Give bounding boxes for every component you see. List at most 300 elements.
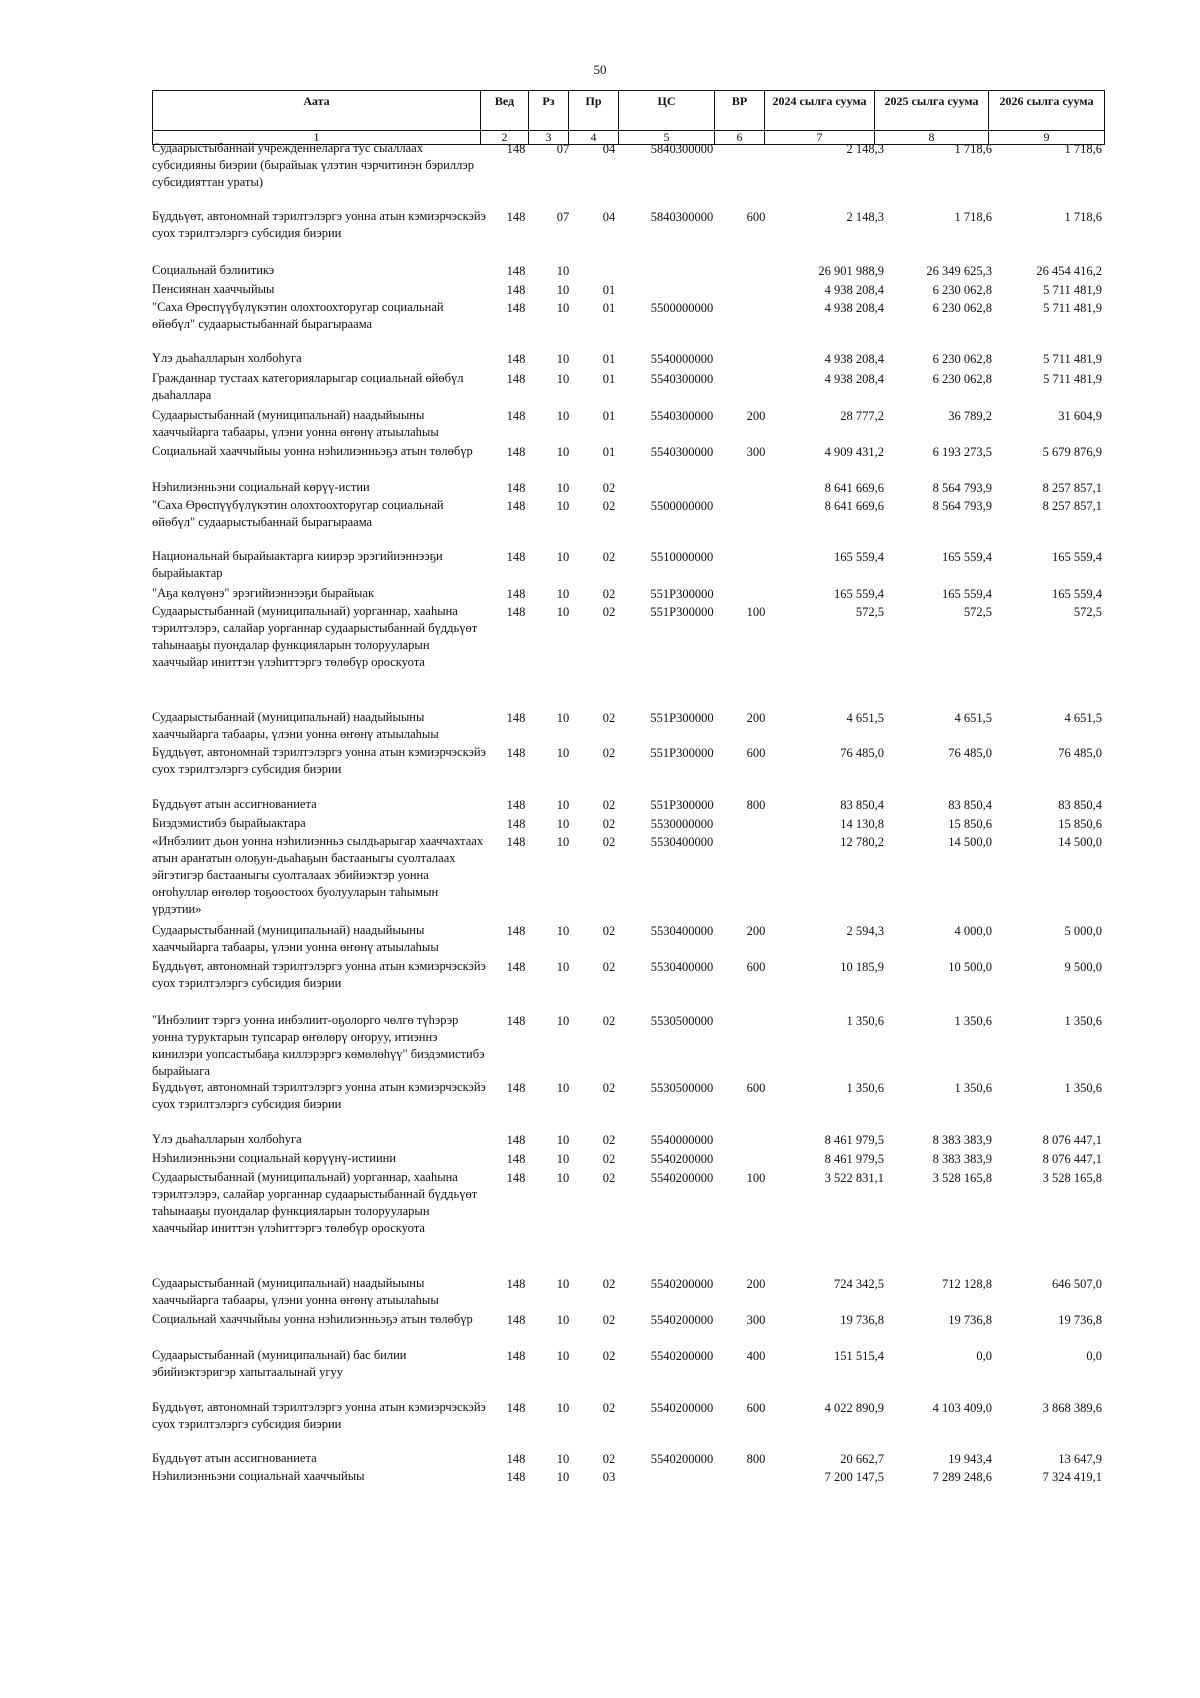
row-pr: 02 (602, 587, 616, 601)
row-pr: 02 (602, 481, 616, 495)
row-name: Национальнай бырайыактарга киирэр эрэгийиэннээҕи бырайыактар (152, 549, 443, 580)
row-ved: 148 (506, 301, 526, 315)
row-amount-2026: 1 718,6 (1064, 142, 1102, 156)
table-row (152, 603, 1104, 671)
row-amount-2025: 4 651,5 (954, 711, 992, 725)
row-name: Судаарыстыбаннай учрежденнеларга тус сыаллаах субсидияны биэрии (бырайыак үлэтин чэрчитинэн бэриллэр субсидияттан ураты) (152, 141, 474, 189)
row-ved: 148 (506, 587, 526, 601)
row-rz: 10 (556, 1277, 570, 1291)
row-pr: 01 (602, 372, 616, 386)
row-amount-2026: 5 711 481,9 (1043, 301, 1102, 315)
table-row (152, 1131, 1104, 1149)
table-row (152, 1169, 1104, 1237)
row-amount-2024: 165 559,4 (834, 550, 884, 564)
row-vr (730, 815, 782, 833)
row-ved: 148 (506, 605, 526, 619)
row-vr: 600 (746, 210, 766, 224)
row-pr: 02 (602, 798, 616, 812)
row-name: Судаарыстыбаннай (муниципальнай) наадыйыыны хааччыйарга табаары, үлэни уонна өҥөнү атыылаһыы (152, 408, 439, 439)
row-amount-2024: 28 777,2 (840, 409, 884, 423)
row-rz: 10 (556, 352, 570, 366)
row-ved: 148 (506, 1277, 526, 1291)
row-vr: 200 (746, 924, 766, 938)
row-name: Үлэ дьаһалларын холбоһуга (152, 1132, 302, 1146)
row-rz: 10 (556, 283, 570, 297)
row-pr: 02 (602, 1081, 616, 1095)
row-vr: 600 (746, 960, 766, 974)
row-cs: 551P300000 (650, 711, 714, 725)
row-name: Бүддьүөт атын ассигнованиета (152, 1451, 317, 1465)
row-amount-2026: 9 500,0 (1064, 960, 1102, 974)
table-row (152, 922, 1104, 956)
row-vr: 200 (746, 409, 766, 423)
row-name: Судаарыстыбаннай (муниципальнай) наадыйыыны хааччыйарга табаары, үлэни уонна өҥөнү атыылаһыы (152, 923, 439, 954)
row-ved: 148 (506, 283, 526, 297)
row-pr: 02 (602, 1313, 616, 1327)
row-cs: 5540200000 (650, 1152, 714, 1166)
row-vr (730, 497, 782, 531)
row-cs (634, 262, 730, 280)
row-ved: 148 (506, 1081, 526, 1095)
row-rz: 10 (556, 264, 570, 278)
row-ved: 148 (506, 142, 526, 156)
row-amount-2025: 10 500,0 (948, 960, 992, 974)
row-rz: 10 (556, 1349, 570, 1363)
row-ved: 148 (506, 711, 526, 725)
row-amount-2025: 6 230 062,8 (932, 352, 992, 366)
row-pr: 02 (602, 924, 616, 938)
row-rz: 10 (556, 1152, 570, 1166)
column-header-pr: Пр (569, 91, 619, 131)
row-name: Судаарыстыбаннай (муниципальнай) бас билии эбийиэктэригэр хапытаалынай угуу (152, 1348, 407, 1379)
column-header-2024: 2024 сылга суума (765, 91, 875, 131)
row-cs: 5840300000 (650, 210, 714, 224)
row-amount-2026: 15 850,6 (1058, 817, 1102, 831)
column-header-rz: Рз (529, 91, 569, 131)
row-vr (730, 585, 782, 603)
row-rz: 10 (556, 924, 570, 938)
table-row (152, 796, 1104, 814)
row-vr (730, 140, 782, 191)
row-amount-2024: 724 342,5 (834, 1277, 884, 1291)
row-name: "Саха Өрөспүүбүлүкэтин олохтоохторугар социальнай өйөбүл" судаарыстыбаннай бырагыраама (152, 498, 444, 529)
row-amount-2026: 5 711 481,9 (1043, 352, 1102, 366)
row-pr: 02 (602, 835, 616, 849)
row-ved: 148 (506, 264, 526, 278)
row-cs: 5840300000 (650, 142, 714, 156)
table-row (152, 1079, 1104, 1113)
row-name: Бүддьүөт, автономнай тэрилтэлэргэ уонна атын кэмиэрчэскэйэ суох тэрилтэлэргэ субсидия биэрии (152, 1080, 486, 1111)
row-amount-2025: 83 850,4 (948, 798, 992, 812)
column-number: 8 (875, 131, 989, 145)
column-number: 3 (529, 131, 569, 145)
row-cs: 5540000000 (650, 352, 714, 366)
row-amount-2026: 76 485,0 (1058, 746, 1102, 760)
row-name: Гражданнар тустаах категорияларыгар социальнай өйөбүл дьаһаллара (152, 371, 464, 402)
row-pr: 04 (602, 210, 616, 224)
row-cs: 5530500000 (650, 1014, 714, 1028)
row-pr: 02 (602, 1401, 616, 1415)
row-pr: 02 (602, 817, 616, 831)
column-header-2025: 2025 сылга суума (875, 91, 989, 131)
row-amount-2024: 4 022 890,9 (824, 1401, 884, 1415)
table-row (152, 281, 1104, 299)
row-cs: 5540200000 (650, 1313, 714, 1327)
table-row (152, 548, 1104, 582)
row-amount-2025: 14 500,0 (948, 835, 992, 849)
row-amount-2024: 8 461 979,5 (824, 1133, 884, 1147)
row-amount-2025: 712 128,8 (942, 1277, 992, 1291)
row-amount-2025: 165 559,4 (942, 550, 992, 564)
row-ved: 148 (506, 835, 526, 849)
row-name: "Инбэлиит тэргэ уонна инбэлиит-оҕолорго чөлгө түһэрэр уонна туруктарын тупсарар өҥөлөрү оҥоруу, итиэннэ кинилэри уопсастыбаҕа киллэрэргэ көмөлөһүү" биэдэмистибэ бырайыага (152, 1013, 485, 1078)
row-rz: 10 (556, 481, 570, 495)
column-number: 4 (569, 131, 619, 145)
row-rz: 10 (556, 1133, 570, 1147)
row-amount-2024: 14 130,8 (840, 817, 884, 831)
row-amount-2025: 15 850,6 (948, 817, 992, 831)
row-pr: 02 (602, 1014, 616, 1028)
row-pr: 01 (602, 409, 616, 423)
row-ved: 148 (506, 1401, 526, 1415)
row-ved: 148 (506, 924, 526, 938)
row-amount-2026: 646 507,0 (1052, 1277, 1102, 1291)
row-ved: 148 (506, 1349, 526, 1363)
row-name: Судаарыстыбаннай (муниципальнай) уорганнар, хааһына тэрилтэлэрэ, салайар уорганнар судаарыстыбаннай бүддьүөт таһынааҕы пуондалар функцияларын толорууларын хааччыйар иниттэн үлэһиттэргэ төлөбүр ороскуота (152, 604, 478, 669)
row-amount-2025: 0,0 (976, 1349, 992, 1363)
row-vr: 600 (746, 1401, 766, 1415)
row-amount-2026: 8 257 857,1 (1042, 481, 1102, 495)
row-vr (730, 548, 782, 582)
row-name: Социальнай хааччыйыы уонна нэһилиэнньэҕэ атын төлөбүр (152, 1312, 473, 1326)
row-amount-2026: 165 559,4 (1052, 587, 1102, 601)
column-header-vr: ВР (715, 91, 765, 131)
table-row (152, 1347, 1104, 1381)
row-pr: 02 (602, 711, 616, 725)
table-row (152, 958, 1104, 992)
row-amount-2025: 165 559,4 (942, 587, 992, 601)
row-vr (730, 281, 782, 299)
row-cs: 5540200000 (650, 1349, 714, 1363)
column-header-cs: ЦС (619, 91, 715, 131)
row-amount-2024: 26 901 988,9 (818, 264, 884, 278)
row-name: "Саха Өрөспүүбүлүкэтин олохтоохторугар социальнай өйөбүл" судаарыстыбаннай бырагыраама (152, 300, 444, 331)
row-vr: 200 (746, 711, 766, 725)
row-rz: 10 (556, 445, 570, 459)
table-row (152, 407, 1104, 441)
table-row (152, 497, 1104, 531)
row-amount-2026: 8 257 857,1 (1042, 499, 1102, 513)
row-amount-2024: 19 736,8 (840, 1313, 884, 1327)
row-ved: 148 (506, 960, 526, 974)
row-ved: 148 (506, 1152, 526, 1166)
row-amount-2026: 8 076 447,1 (1042, 1133, 1102, 1147)
row-cs: 5540200000 (650, 1452, 714, 1466)
row-pr: 02 (602, 1452, 616, 1466)
row-vr: 300 (746, 445, 766, 459)
row-cs: 5530400000 (650, 835, 714, 849)
row-amount-2024: 4 938 208,4 (824, 301, 884, 315)
row-amount-2025: 4 000,0 (954, 924, 992, 938)
row-ved: 148 (506, 210, 526, 224)
row-amount-2025: 76 485,0 (948, 746, 992, 760)
row-amount-2025: 8 564 793,9 (932, 499, 992, 513)
row-amount-2025: 6 193 273,5 (932, 445, 992, 459)
table-row (152, 1468, 1104, 1486)
column-header-ved: Вед (481, 91, 529, 131)
row-name: Судаарыстыбаннай (муниципальнай) наадыйыыны хааччыйарга табаары, үлэни уонна өҥөнү атыылаһыы (152, 1276, 439, 1307)
row-amount-2024: 4 651,5 (846, 711, 884, 725)
row-ved: 148 (506, 1313, 526, 1327)
row-rz: 10 (556, 499, 570, 513)
row-name: Бүддьүөт, автономнай тэрилтэлэргэ уонна атын кэмиэрчэскэйэ суох тэрилтэлэргэ субсидия биэрии (152, 209, 486, 240)
row-pr: 01 (602, 283, 616, 297)
row-vr: 400 (746, 1349, 766, 1363)
row-rz: 10 (556, 1470, 570, 1484)
row-cs (634, 479, 730, 497)
row-vr (730, 1131, 782, 1149)
row-rz: 07 (556, 210, 570, 224)
row-rz: 10 (556, 301, 570, 315)
row-pr: 02 (602, 746, 616, 760)
row-vr: 100 (746, 605, 766, 619)
row-amount-2025: 8 383 383,9 (932, 1152, 992, 1166)
row-amount-2024: 76 485,0 (840, 746, 884, 760)
row-amount-2025: 6 230 062,8 (932, 283, 992, 297)
row-cs: 5500000000 (650, 301, 714, 315)
table-row (152, 370, 1104, 404)
table-row (152, 1399, 1104, 1433)
row-pr: 03 (602, 1470, 616, 1484)
row-name: Социальнай хааччыйыы уонна нэһилиэнньэҕэ атын төлөбүр (152, 444, 473, 458)
row-cs: 551P300000 (650, 587, 714, 601)
row-amount-2025: 1 350,6 (954, 1014, 992, 1028)
row-amount-2025: 26 349 625,3 (926, 264, 992, 278)
row-amount-2025: 572,5 (963, 605, 992, 619)
table-row (152, 443, 1104, 461)
row-rz: 10 (556, 1313, 570, 1327)
row-rz: 07 (556, 142, 570, 156)
row-ved: 148 (506, 1133, 526, 1147)
row-amount-2024: 151 515,4 (834, 1349, 884, 1363)
row-vr (730, 262, 782, 280)
row-pr: 01 (602, 352, 616, 366)
table-row (152, 1012, 1104, 1080)
table-row (152, 1150, 1104, 1168)
row-amount-2026: 5 711 481,9 (1043, 283, 1102, 297)
table-row (152, 1450, 1104, 1468)
row-vr: 800 (746, 798, 766, 812)
row-amount-2026: 8 076 447,1 (1042, 1152, 1102, 1166)
row-name: "Аҕа көлүөнэ" эрэгийиэннээҕи бырайыак (152, 586, 375, 600)
row-name: Бүддьүөт, автономнай тэрилтэлэргэ уонна атын кэмиэрчэскэйэ суох тэрилтэлэргэ субсидия биэрии (152, 959, 486, 990)
row-name: Бүддьүөт, автономнай тэрилтэлэргэ уонна атын кэмиэрчэскэйэ суох тэрилтэлэргэ субсидия биэрии (152, 1400, 486, 1431)
table-row (152, 815, 1104, 833)
row-rz: 10 (556, 587, 570, 601)
row-pr: 02 (602, 1277, 616, 1291)
row-ved: 148 (506, 1171, 526, 1185)
row-amount-2024: 4 938 208,4 (824, 283, 884, 297)
row-cs: 5530000000 (650, 817, 714, 831)
row-cs: 5530400000 (650, 960, 714, 974)
row-ved: 148 (506, 499, 526, 513)
row-amount-2025: 1 718,6 (954, 142, 992, 156)
row-pr (584, 262, 634, 280)
row-vr (730, 350, 782, 368)
row-amount-2025: 8 383 383,9 (932, 1133, 992, 1147)
row-vr: 600 (746, 1081, 766, 1095)
table-row (152, 744, 1104, 778)
row-amount-2026: 1 350,6 (1064, 1014, 1102, 1028)
row-amount-2026: 5 679 876,9 (1042, 445, 1102, 459)
row-amount-2026: 0,0 (1086, 1349, 1102, 1363)
row-amount-2026: 5 000,0 (1064, 924, 1102, 938)
column-header-name: Аата (153, 91, 481, 131)
row-vr (730, 299, 782, 333)
row-cs: 551P300000 (650, 746, 714, 760)
row-amount-2024: 20 662,7 (840, 1452, 884, 1466)
row-name: Нэһилиэнньэни социальнай көрүүнү-истиини (152, 1151, 397, 1165)
row-rz: 10 (556, 372, 570, 386)
row-rz: 10 (556, 835, 570, 849)
row-ved: 148 (506, 445, 526, 459)
row-pr: 04 (602, 142, 616, 156)
page-number: 50 (593, 62, 607, 77)
row-amount-2024: 10 185,9 (840, 960, 884, 974)
row-vr (730, 1150, 782, 1168)
table-row (152, 479, 1104, 497)
row-amount-2024: 8 641 669,6 (824, 481, 884, 495)
row-ved: 148 (506, 1470, 526, 1484)
row-cs: 5530500000 (650, 1081, 714, 1095)
row-vr (730, 479, 782, 497)
row-vr: 200 (746, 1277, 766, 1291)
row-amount-2025: 4 103 409,0 (932, 1401, 992, 1415)
row-cs: 5540300000 (650, 372, 714, 386)
row-amount-2025: 6 230 062,8 (932, 301, 992, 315)
row-amount-2026: 572,5 (1073, 605, 1102, 619)
row-name: Нэһилиэнньэни социальнай көрүү-истии (152, 480, 370, 494)
row-ved: 148 (506, 481, 526, 495)
column-number: 9 (989, 131, 1105, 145)
row-ved: 148 (506, 372, 526, 386)
row-amount-2024: 1 350,6 (846, 1081, 884, 1095)
row-rz: 10 (556, 960, 570, 974)
row-amount-2026: 13 647,9 (1058, 1452, 1102, 1466)
row-amount-2026: 7 324 419,1 (1042, 1470, 1102, 1484)
row-pr: 01 (602, 445, 616, 459)
row-name: Бүддьүөт атын ассигнованиета (152, 797, 317, 811)
row-amount-2025: 36 789,2 (948, 409, 992, 423)
row-name: Нэһилиэнньэни социальнай хааччыйыы (152, 1469, 365, 1483)
row-rz: 10 (556, 1171, 570, 1185)
row-amount-2024: 1 350,6 (846, 1014, 884, 1028)
row-amount-2025: 19 736,8 (948, 1313, 992, 1327)
row-pr: 02 (602, 1133, 616, 1147)
row-ved: 148 (506, 352, 526, 366)
row-rz: 10 (556, 1452, 570, 1466)
row-cs: 551P300000 (650, 798, 714, 812)
row-amount-2024: 3 522 831,1 (824, 1171, 884, 1185)
row-amount-2026: 26 454 416,2 (1036, 264, 1102, 278)
row-rz: 10 (556, 746, 570, 760)
row-amount-2024: 4 938 208,4 (824, 372, 884, 386)
table-row (152, 208, 1104, 242)
row-amount-2024: 2 148,3 (846, 142, 884, 156)
row-vr (730, 833, 782, 918)
row-name: Бүддьүөт, автономнай тэрилтэлэргэ уонна атын кэмиэрчэскэйэ суох тэрилтэлэргэ субсидия биэрии (152, 745, 486, 776)
table-header (152, 90, 1105, 145)
table-row (152, 140, 1104, 191)
row-name: Биэдэмистибэ бырайыактара (152, 816, 306, 830)
row-cs: 5540300000 (650, 445, 714, 459)
row-amount-2025: 8 564 793,9 (932, 481, 992, 495)
row-pr: 02 (602, 499, 616, 513)
row-amount-2026: 3 528 165,8 (1042, 1171, 1102, 1185)
row-amount-2026: 14 500,0 (1058, 835, 1102, 849)
row-vr (730, 1468, 782, 1486)
row-pr: 02 (602, 1349, 616, 1363)
row-name: Судаарыстыбаннай (муниципальнай) наадыйыыны хааччыйарга табаары, үлэни уонна өҥөнү атыылаһыы (152, 710, 439, 741)
row-cs (634, 1468, 730, 1486)
row-amount-2024: 12 780,2 (840, 835, 884, 849)
row-pr: 01 (602, 301, 616, 315)
row-amount-2026: 4 651,5 (1064, 711, 1102, 725)
row-ved: 148 (506, 409, 526, 423)
row-pr: 02 (602, 605, 616, 619)
row-rz: 10 (556, 1081, 570, 1095)
row-cs: 5540200000 (650, 1171, 714, 1185)
row-rz: 10 (556, 550, 570, 564)
column-number: 6 (715, 131, 765, 145)
row-ved: 148 (506, 1014, 526, 1028)
row-amount-2026: 5 711 481,9 (1043, 372, 1102, 386)
row-name: «Инбэлиит дьон уонна нэһилиэнньэ сылдьарыгар хааччахтаах атын араҥатын олоҕун-дьаһаҕын бастааныгы суолталаах эйгэтигэр бастааныгы суолталаах эбийиэктэр уонна оҥоһуллар өҥөлөр тоҕоостоох буолууларын таһымын үрдэтии» (152, 834, 484, 916)
row-cs: 5500000000 (650, 499, 714, 513)
row-vr (730, 1012, 782, 1080)
row-amount-2026: 31 604,9 (1058, 409, 1102, 423)
row-name: Пенсиянан хааччыйыы (152, 282, 275, 296)
column-header-2026: 2026 сылга суума (989, 91, 1105, 131)
row-pr: 02 (602, 960, 616, 974)
row-pr: 02 (602, 1171, 616, 1185)
row-amount-2026: 1 718,6 (1064, 210, 1102, 224)
row-rz: 10 (556, 1401, 570, 1415)
row-rz: 10 (556, 605, 570, 619)
row-ved: 148 (506, 746, 526, 760)
row-rz: 10 (556, 817, 570, 831)
column-number: 7 (765, 131, 875, 145)
row-vr: 600 (746, 746, 766, 760)
row-rz: 10 (556, 798, 570, 812)
row-name: Социальнай бэлиитикэ (152, 263, 275, 277)
row-amount-2026: 19 736,8 (1058, 1313, 1102, 1327)
row-amount-2024: 4 938 208,4 (824, 352, 884, 366)
row-amount-2025: 1 350,6 (954, 1081, 992, 1095)
table-row (152, 299, 1104, 333)
table-row (152, 262, 1104, 280)
table-row (152, 1275, 1104, 1309)
row-cs: 5540300000 (650, 409, 714, 423)
row-amount-2026: 3 868 389,6 (1042, 1401, 1102, 1415)
row-amount-2026: 83 850,4 (1058, 798, 1102, 812)
table-row (152, 585, 1104, 603)
row-amount-2024: 572,5 (855, 605, 884, 619)
row-ved: 148 (506, 550, 526, 564)
row-amount-2025: 6 230 062,8 (932, 372, 992, 386)
row-vr (730, 370, 782, 404)
row-ved: 148 (506, 1452, 526, 1466)
